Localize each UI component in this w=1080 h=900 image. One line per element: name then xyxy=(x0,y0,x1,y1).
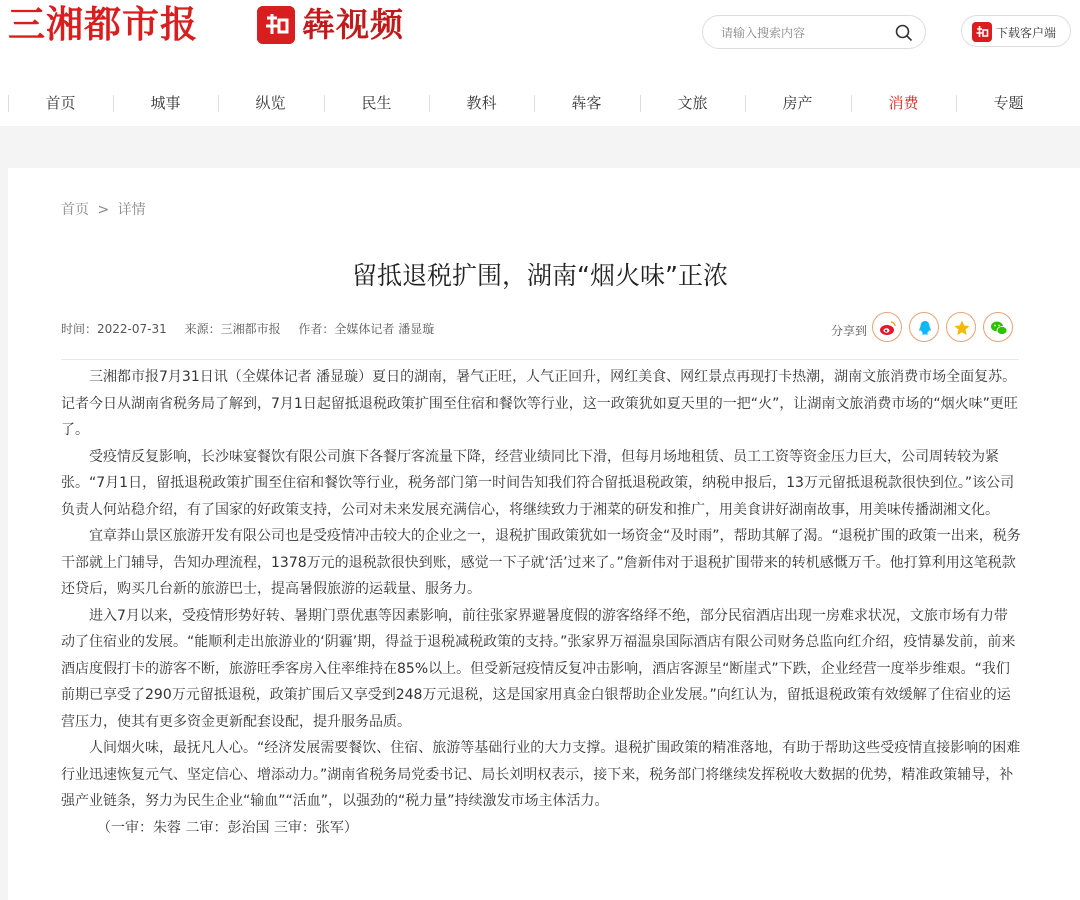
nav-item-topics[interactable]: 专题 xyxy=(993,94,1024,112)
video-logo-badge-icon[interactable] xyxy=(257,6,295,44)
nav-item-home[interactable]: 首页 xyxy=(45,94,76,112)
article-paragraph: 受疫情反复影响，长沙味宴餐饮有限公司旗下各餐厅客流量下降，经营业绩同比下滑，但每月场地租赁、员工工资等资金压力巨大，公司周转较为紧张。“7月1日，留抵退税政策扩围至住宿和餐饮等行业，税务部门第一时间告知我们符合留抵退税政策，纳税申报后，13万元留抵退税款很快到位。”该公司负责人何站稳介绍，有了国家的好政策支持，公司对未来发展充满信心，将继续致力于湘菜的研发和推广，用美食讲好湖南故事，用美味传播湖湘文化。 xyxy=(61,448,1015,518)
article-title: 留抵退税扩围，湖南“烟火味”正浓 xyxy=(352,261,728,290)
share-weibo-button[interactable] xyxy=(872,312,902,342)
app-logo-icon xyxy=(972,22,992,42)
search-box[interactable] xyxy=(702,15,926,49)
qzone-icon xyxy=(953,319,971,337)
wechat-icon xyxy=(990,319,1008,337)
article-paragraph: 人间烟火味，最抚凡人心。“经济发展需要餐饮、住宿、旅游等基础行业的大力支撑。退税扩围政策的精准落地，有助于帮助这些受疫情直接影响的困难行业迅速恢复元气、坚定信心、增添动力。”湖南省税务局党委书记、局长刘明权表示，接下来，税务部门将继续发挥税收大数据的优势，精准政策辅导，补强产业链条，努力为民生企业“输血”“活血”，以强劲的“税力量”持续激发市场主体活力。 xyxy=(61,740,1021,809)
nav-item-livelihood[interactable]: 民生 xyxy=(361,94,392,112)
article-paragraph: 三湘都市报7月31日讯（全媒体记者 潘显璇）夏日的湖南，暑气正旺，人气正回升，网红美食、网红景点再现打卡热潮，湖南文旅消费市场全面复苏。记者今日从湖南省税务局了解到，7月1日起留抵退税政策扩围至住宿和餐饮等行业，这一政策犹如夏天里的一把“火”，让湖南文旅消费市场的“烟火味”更旺了。 xyxy=(61,369,1018,438)
share-label: 分享到 xyxy=(831,324,868,338)
nav-item-overview[interactable]: 纵览 xyxy=(255,94,286,112)
nav-item-culture-travel[interactable]: 文旅 xyxy=(677,94,708,112)
article-author: 作者：全媒体记者 潘显璇 xyxy=(298,322,435,336)
share-qq-button[interactable] xyxy=(909,312,939,342)
weibo-icon xyxy=(879,319,897,337)
article-card xyxy=(8,168,1080,900)
article-paragraph: 宜章莽山景区旅游开发有限公司也是受疫情冲击较大的企业之一，退税扩围政策犹如一场资金“及时雨”，帮助其解了渴。“退税扩围的政策一出来，税务干部就上门辅导，告知办理流程，1378万元的退税款很快到账，感觉一下子就‘活’过来了。”詹新伟对于退税扩围带来的转机感慨万千。他打算利用这笔税款还贷后，购买几台新的旅游巴士，提高暑假旅游的运载量、服务力。 xyxy=(61,528,1021,597)
download-app-button[interactable] xyxy=(961,15,1071,47)
share-wechat-button[interactable] xyxy=(983,312,1013,342)
site-logo[interactable]: 三湘都市报 xyxy=(8,3,198,46)
share-qzone-button[interactable] xyxy=(946,312,976,342)
search-icon[interactable] xyxy=(895,24,913,42)
meta-divider xyxy=(61,359,1019,360)
nav-item-city[interactable]: 城事 xyxy=(150,94,181,112)
download-label: 下载客户端 xyxy=(996,26,1057,40)
nav-item-education[interactable]: 教科 xyxy=(466,94,497,112)
article-paragraph: 进入7月以来，受疫情形势好转、暑期门票优惠等因素影响，前往张家界避暑度假的游客络绎不绝，部分民宿酒店出现一房难求状况，文旅市场有力带动了住宿业的发展。“能顺利走出旅游业的‘阴霾’期，得益于退税减税政策的支持。”张家界万福温泉国际酒店有限公司财务总监向红介绍，疫情暴发前，前来酒店度假打卡的游客不断，旅游旺季客房入住率维持在85%以上。但受新冠疫情反复冲击影响，酒店客源呈“断崖式”下跌，企业经营一度举步维艰。“我们前期已享受了290万元留抵退税，政策扩围后又享受到248万元退税，这是国家用真金白银帮助企业发展。”向红认为，留抵退税政策有效缓解了住宿业的运营压力，使其有更多资金更新配套设配，提升服务品质。 xyxy=(61,607,1016,730)
breadcrumb xyxy=(61,199,146,219)
top-header xyxy=(0,0,1080,126)
editor-credits: （一审：朱蓉 二审：彭治国 三审：张军） xyxy=(97,819,358,836)
main-nav xyxy=(0,86,1080,120)
qq-icon xyxy=(916,319,934,337)
nav-item-consumption[interactable]: 消费 xyxy=(888,94,919,112)
article-body xyxy=(61,364,1021,841)
nav-item-real-estate[interactable]: 房产 xyxy=(782,94,813,112)
search-input[interactable] xyxy=(721,23,881,43)
article-source: 来源：三湘都市报 xyxy=(184,322,281,336)
breadcrumb-home[interactable]: 首页 xyxy=(61,202,89,218)
breadcrumb-current: 详情 xyxy=(117,202,146,218)
article-meta xyxy=(61,320,448,337)
breadcrumb-separator: > xyxy=(97,202,110,218)
publish-time: 时间：2022-07-31 xyxy=(61,322,167,336)
nav-item-benke[interactable]: 犇客 xyxy=(571,94,602,112)
video-logo-text[interactable]: 犇视频 xyxy=(302,5,404,44)
